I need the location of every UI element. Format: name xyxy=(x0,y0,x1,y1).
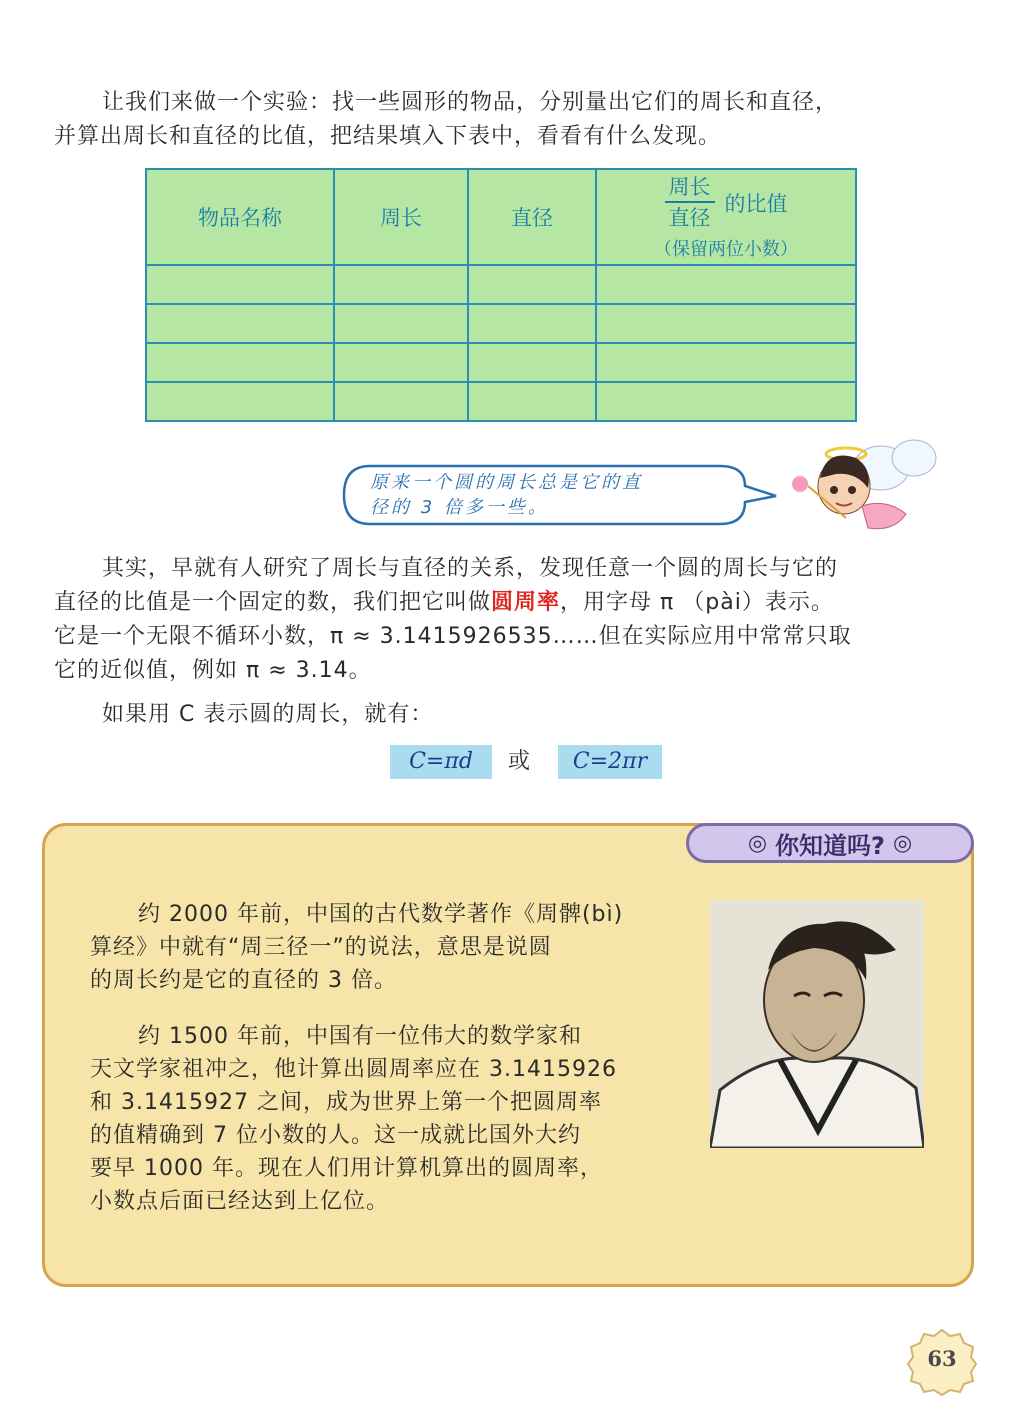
body-line-3: 它是一个无限不循环小数，π ≈ 3.1415926535……但在实际应用中常常只取 xyxy=(54,624,852,649)
panel-p2-line: 约 1500 年前，中国有一位伟大的数学家和 xyxy=(138,1024,582,1049)
zu-chongzhi-portrait xyxy=(710,900,924,1148)
intro-line-1: 让我们来做一个实验：找一些圆形的物品，分别量出它们的周长和直径， xyxy=(102,90,839,115)
table-cell[interactable] xyxy=(146,382,334,421)
bubble-line-2: 径的 3 倍多一些。 xyxy=(370,497,549,518)
table-cell[interactable] xyxy=(468,265,596,304)
panel-p1-line: 的周长约是它的直径的 3 倍。 xyxy=(90,968,397,993)
table-cell[interactable] xyxy=(146,304,334,343)
header-diameter: 直径 xyxy=(468,169,596,265)
table-cell[interactable] xyxy=(468,304,596,343)
angel-illustration xyxy=(786,428,946,540)
bubble-text xyxy=(370,470,720,520)
formula-diameter: C=πd xyxy=(390,745,492,779)
intro-paragraph xyxy=(54,86,979,154)
table-cell[interactable] xyxy=(334,382,468,421)
table-cell[interactable] xyxy=(596,304,856,343)
ratio-fraction xyxy=(665,173,715,233)
body-line-5: 如果用 C 表示圆的周长，就有： xyxy=(102,702,434,727)
panel-p2-line: 的值精确到 7 位小数的人。这一成就比国外大约 xyxy=(90,1123,581,1148)
table-row xyxy=(146,343,856,382)
table-row xyxy=(146,304,856,343)
ratio-numerator: 周长 xyxy=(665,173,715,203)
header-circumference: 周长 xyxy=(334,169,468,265)
panel-paragraph-1 xyxy=(90,898,690,997)
table-header-row xyxy=(146,169,856,265)
table-cell[interactable] xyxy=(596,265,856,304)
circle-icon: ◎ xyxy=(747,830,768,856)
table-cell[interactable] xyxy=(146,343,334,382)
table-row xyxy=(146,382,856,421)
table-cell[interactable] xyxy=(334,304,468,343)
header-item-name: 物品名称 xyxy=(146,169,334,265)
panel-p2-line: 要早 1000 年。现在人们用计算机算出的圆周率， xyxy=(90,1156,603,1181)
table-cell[interactable] xyxy=(596,382,856,421)
formula-radius: C=2πr xyxy=(558,745,662,779)
did-you-know-tag xyxy=(686,823,974,863)
body-line-2-start: 直径的比值是一个固定的数，我们把它叫做 xyxy=(54,590,492,615)
experiment-table xyxy=(145,168,857,422)
did-you-know-title: 你知道吗? xyxy=(775,831,885,860)
body-paragraph xyxy=(54,552,979,732)
table-cell[interactable] xyxy=(334,265,468,304)
circle-icon: ◎ xyxy=(892,830,913,856)
table-cell[interactable] xyxy=(146,265,334,304)
table-cell[interactable] xyxy=(468,382,596,421)
header-ratio xyxy=(596,169,856,265)
ratio-suffix: 的比值 xyxy=(724,192,788,216)
table-cell[interactable] xyxy=(334,343,468,382)
panel-p2-line: 和 3.1415927 之间，成为世界上第一个把圆周率 xyxy=(90,1090,602,1115)
panel-p1-line: 约 2000 年前，中国的古代数学著作《周髀(bì) xyxy=(138,902,624,927)
table-row xyxy=(146,265,856,304)
bubble-line-1: 原来一个圆的周长总是它的直 xyxy=(370,472,643,493)
table-cell[interactable] xyxy=(596,343,856,382)
page-number: 63 xyxy=(927,1346,957,1371)
ratio-denominator: 直径 xyxy=(668,206,711,230)
body-line-1: 其实，早就有人研究了周长与直径的关系，发现任意一个圆的周长与它的 xyxy=(102,556,839,581)
panel-p2-line: 天文学家祖冲之，他计算出圆周率应在 3.1415926 xyxy=(90,1057,617,1082)
panel-p2-line: 小数点后面已经达到上亿位。 xyxy=(90,1189,390,1214)
body-line-2 xyxy=(54,586,979,620)
pi-term: 圆周率 xyxy=(491,590,561,615)
formula-or: 或 xyxy=(508,749,531,774)
intro-line-2: 并算出周长和直径的比值，把结果填入下表中，看看有什么发现。 xyxy=(54,124,722,149)
ratio-note: （保留两位小数） xyxy=(654,239,798,260)
body-line-2-end: ，用字母 π （pài）表示。 xyxy=(560,590,834,615)
panel-paragraph-2 xyxy=(90,1020,690,1218)
table-cell[interactable] xyxy=(468,343,596,382)
panel-p1-line: 算经》中就有“周三径一”的说法，意思是说圆 xyxy=(90,935,552,960)
body-line-4: 它的近似值，例如 π ≈ 3.14。 xyxy=(54,658,372,683)
